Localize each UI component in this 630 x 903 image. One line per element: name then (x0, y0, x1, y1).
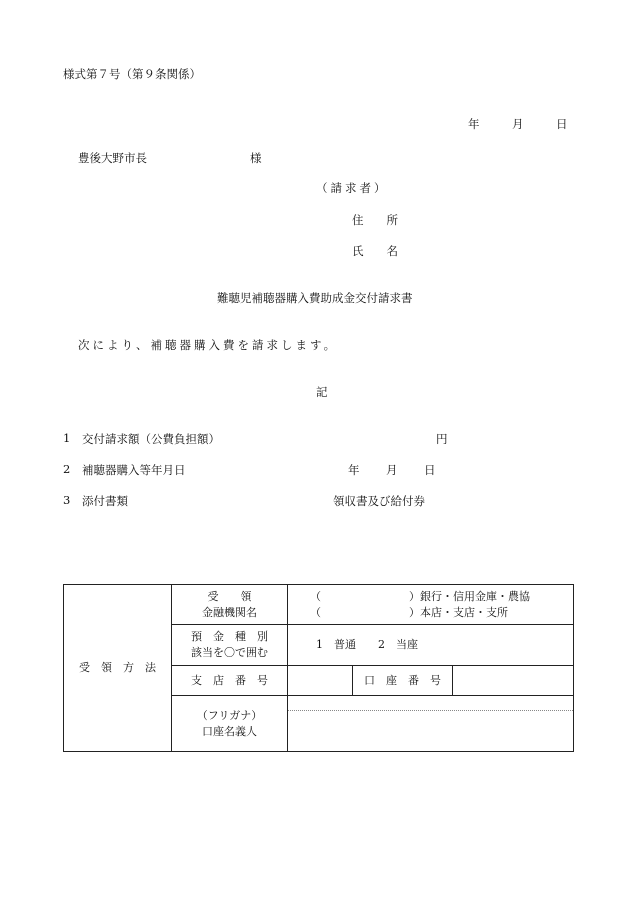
deposit-type-label-cell (172, 625, 288, 666)
addressee-honorific: 様 (250, 151, 262, 165)
account-number-field[interactable] (453, 666, 574, 696)
date-year-label: 年 (468, 117, 480, 131)
branch-number-field[interactable] (288, 666, 353, 696)
bank-label-line-1: 受 領 (207, 589, 252, 603)
item-1-label: 交付請求額（公費負担額） (82, 432, 220, 446)
bank-name-label-cell (172, 585, 288, 625)
item-2-number: 2 (63, 462, 71, 476)
bank-type-line: （ ）銀行・信用金庫・農協 (310, 589, 530, 603)
item-2-label: 補聴器購入等年月日 (82, 463, 186, 477)
document-title: 難聴児補聴器購入費助成金交付請求書 (217, 291, 413, 305)
furigana-label: （フリガナ） (196, 708, 263, 722)
bank-label-line-2: 金融機関名 (202, 605, 257, 619)
deposit-type-options[interactable]: 1 普通 2 当座 (288, 625, 574, 666)
ki-marker: 記 (316, 385, 328, 399)
account-holder-field[interactable] (288, 696, 574, 752)
item-2-year: 年 (348, 463, 360, 477)
furigana-field-line (288, 696, 573, 711)
account-holder-label-cell (172, 696, 288, 752)
deposit-label-line-2: 該当を〇で囲む (191, 646, 268, 659)
account-holder-label: 口座名義人 (202, 724, 257, 738)
receipt-method-table (63, 584, 574, 752)
item-2-month: 月 (386, 463, 398, 477)
account-number-label: 口 座 番 号 (353, 666, 453, 696)
receipt-method-label: 受 領 方 法 (64, 585, 172, 752)
form-number: 様式第７号（第９条関係） (63, 67, 201, 81)
item-1-value: 円 (436, 432, 448, 446)
date-month-label: 月 (512, 117, 524, 131)
item-3-label: 添付書類 (82, 494, 128, 508)
requester-name-label: 氏 名 (352, 244, 398, 258)
bank-name-field[interactable] (288, 585, 574, 625)
item-3-number: 3 (63, 493, 71, 507)
branch-type-line: （ ）本店・支店・支所 (310, 605, 508, 619)
item-3-value: 領収書及び給付券 (333, 494, 425, 508)
requester-address-label: 住 所 (352, 213, 398, 227)
deposit-label-line-1: 預 金 種 別 (191, 630, 268, 644)
item-2-day: 日 (424, 463, 436, 477)
body-text: 次により、補聴器購入費を請求します。 (78, 338, 339, 352)
branch-number-label: 支 店 番 号 (172, 666, 288, 696)
item-1-number: 1 (63, 431, 71, 445)
requester-section-label: （請求者） (316, 181, 389, 195)
addressee-name: 豊後大野市長 (78, 151, 147, 165)
date-day-label: 日 (556, 117, 568, 131)
